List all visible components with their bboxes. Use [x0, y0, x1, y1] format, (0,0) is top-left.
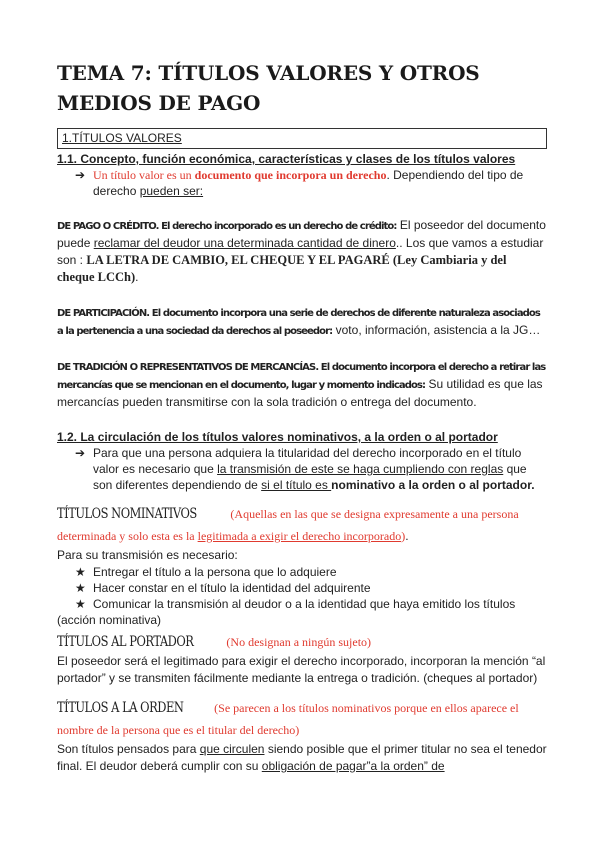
circulation-underline-2: si el título es [261, 478, 332, 492]
tradicion-heading: DE TRADICIÓN O REPRESENTATIVOS DE MERCANCÍAS. El documento incorpora el derecho a retirar las mercancías que se mencionan en el documento, lugar y momento indicados: [57, 362, 546, 391]
pago-end: . [135, 270, 139, 284]
circulation-bold: nominativo a la orden o al portador. [331, 478, 535, 492]
list-item [57, 580, 547, 596]
pago-underline: reclamar del deudor una determinada cantidad de dinero [93, 236, 396, 250]
list-item [57, 596, 547, 612]
star-icon: ★ [75, 581, 86, 595]
heading-1-1: 1.1. Concepto, función económica, características y clases de los títulos valores [57, 152, 516, 166]
list-item [57, 564, 547, 580]
star-icon: ★ [75, 597, 86, 611]
participacion-text: voto, información, asistencia a la JG… [332, 323, 541, 337]
arrow-icon: ➔ [75, 168, 86, 182]
definition-red-bold: documento que incorpora un derecho [194, 168, 387, 182]
pago-text-1: El poseedor del documento puede [57, 218, 546, 250]
list-item-text: Comunicar la transmisión al deudor o a la identidad que haya emitido los títulos [93, 597, 516, 611]
nominativos-heading [57, 503, 547, 547]
arrow-icon: ➔ [75, 446, 86, 460]
definition-underline: pueden ser: [139, 184, 204, 198]
pago-text-2: .. Los que vamos a estudiar son : [57, 236, 544, 267]
nominativos-title: TÍTULOS NOMINATIVOS [57, 506, 197, 522]
pago-heading: DE PAGO O CRÉDITO. El derecho incorporado es un derecho de crédito: [57, 221, 397, 232]
title-line-2: MEDIOS DE PAGO [57, 91, 261, 115]
definition-red: Un título valor es un [93, 168, 195, 182]
portador-heading [57, 631, 547, 653]
orden-underline-1: que circulen [199, 742, 265, 756]
tradicion-text: Su utilidad es que las mercancías pueden transmitirse con la sola tradición o entrega del documento. [57, 377, 543, 409]
list-item-text: Hacer constar en el título la identidad del adquirente [93, 581, 371, 595]
circulation-row [57, 445, 547, 493]
nominativos-red-end: ) [401, 529, 406, 543]
nominativos-period: . [405, 529, 409, 543]
pago-bold: LA LETRA DE CAMBIO, EL CHEQUE Y EL PAGARÉ (Ley Cambiaria y del cheque LCCh) [57, 253, 507, 284]
participacion-heading: DE PARTICIPACIÓN. El documento incorpora una serie de derechos de diferente naturaleza asociados a la pertenencia a una sociedad da derechos al poseedor: [57, 308, 540, 337]
orden-text [57, 741, 547, 775]
orden-title: TÍTULOS A LA ORDEN [57, 700, 184, 716]
nominativos-tail: (acción nominativa) [57, 613, 162, 627]
star-icon: ★ [75, 565, 86, 579]
title-line-1: TEMA 7: TÍTULOS VALORES Y OTROS [57, 61, 480, 85]
paragraph-pago [57, 217, 547, 286]
circulation-underline-1: la transmisión de este se haga cumpliendo con reglas [217, 462, 504, 476]
portador-text: El poseedor será el legitimado para exigir el derecho incorporado, incorporan la mención “al portador” y se transmiten fácilmente mediante la entrega o tradición. (cheques al portador) [57, 654, 546, 685]
orden-heading [57, 697, 547, 741]
list-item-text: Entregar el título a la persona que lo adquiere [93, 565, 337, 579]
section-box [57, 128, 547, 149]
portador-title: TÍTULOS AL PORTADOR [57, 634, 194, 650]
heading-1-2: 1.2. La circulación de los títulos valores nominativos, a la orden o al portador [57, 430, 498, 444]
paragraph-participacion [57, 304, 547, 340]
nominativos-intro: Para su transmisión es necesario: [57, 548, 238, 562]
page-title [57, 58, 547, 118]
orden-red: (Se parecen a los títulos nominativos porque en ellos aparece el nombre de la persona que es el titular del derecho) [57, 701, 519, 737]
section-box-label: 1.TÍTULOS VALORES [62, 131, 182, 145]
orden-text-2: siendo posible que el primer titular no sea el tenedor final. El deudor deberá cumplir con su [57, 742, 547, 773]
nominativos-red: (Aquellas en las que se designa expresamente a una persona determinada y solo esta es la [57, 507, 519, 543]
portador-red: (No designan a ningún sujeto) [223, 635, 372, 649]
orden-text-1: Son títulos pensados para [57, 742, 200, 756]
circulation-text-2: que son diferentes dependiendo de [93, 462, 527, 492]
orden-underline-2: obligación de pagar”a la orden” de [261, 759, 445, 773]
document-page [57, 58, 547, 775]
definition-rest: . Dependiendo del tipo de derecho [93, 168, 524, 198]
paragraph-tradicion [57, 358, 547, 411]
circulation-text-1: Para que una persona adquiera la titularidad del derecho incorporado en el título valor es necesario que [93, 446, 522, 476]
definition-row [57, 167, 547, 199]
nominativos-red-underline: legitimada a exigir el derecho incorporado [197, 529, 402, 543]
